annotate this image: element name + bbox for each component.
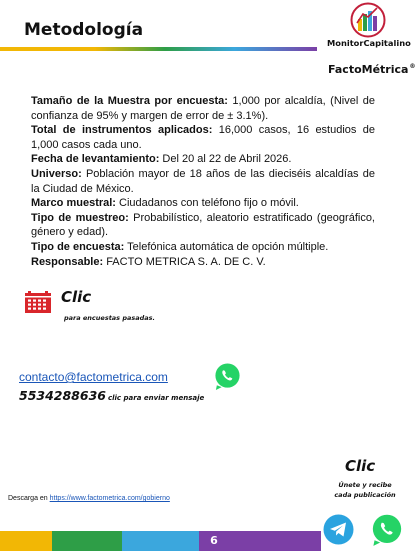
footer-bar-yellow	[0, 531, 52, 551]
detail-survey-type: Tipo de encuesta: Telefónica automática de opción múltiple.	[31, 240, 329, 253]
header-divider	[0, 47, 317, 51]
registered-mark: ®	[409, 63, 415, 71]
telegram-icon[interactable]	[323, 514, 354, 545]
detail-field-dates: Fecha de levantamiento: Del 20 al 22 de Abril 2026.	[31, 153, 292, 166]
past-surveys-link[interactable]: Clic	[61, 288, 92, 306]
detail-responsible: Responsable: FACTO METRICA S. A. DE C. V.	[31, 255, 266, 268]
calendar-icon[interactable]	[25, 291, 51, 313]
detail-total-instruments: Total de instrumentos aplicados: 16,000 casos, 16 estudios de 1,000 casos cada uno.	[31, 124, 375, 151]
methodology-details	[31, 94, 375, 269]
footer-bar-blue	[122, 531, 199, 551]
join-caption-line2: cada publicación	[334, 491, 396, 499]
phone-note: clic para enviar mensaje	[107, 394, 205, 402]
past-surveys-caption: para encuestas pasadas.	[64, 314, 155, 322]
download-link[interactable]: https://www.factometrica.com/gobierno	[49, 495, 170, 502]
whatsapp-icon[interactable]	[370, 513, 404, 547]
monitorcapitalino-logo	[327, 2, 409, 50]
join-caption-line1: Únete y recibe	[338, 481, 392, 489]
whatsapp-icon[interactable]	[213, 362, 242, 391]
phone-row	[19, 387, 204, 405]
footer-color-bar	[0, 531, 321, 551]
join-caption	[324, 480, 406, 500]
page-title: Metodología	[24, 20, 144, 40]
download-prefix: Descarga en	[8, 495, 50, 502]
detail-sample-frame: Marco muestral: Ciudadanos con teléfono fijo o móvil.	[31, 197, 299, 210]
join-channel-link[interactable]: Clic	[345, 457, 376, 475]
detail-universe: Universo: Población mayor de 18 años de las dieciséis alcaldías de la Ciudad de México.	[31, 167, 375, 195]
phone-number-link[interactable]: 5534288636	[19, 388, 106, 403]
monitorcapitalino-logo-mark	[350, 2, 386, 38]
footer-bar-green	[52, 531, 122, 551]
contact-email-link[interactable]: contacto@factometrica.com	[19, 370, 168, 384]
factometrica-logo	[328, 63, 415, 76]
factometrica-logo-text: FactoMétrica	[328, 63, 409, 76]
monitorcapitalino-logo-text: MonitorCapitalino	[327, 38, 411, 48]
detail-sampling-type: Tipo de muestreo: Probabilístico, aleatorio estratificado (geográfico, género y edad).	[31, 211, 375, 239]
download-line	[8, 495, 170, 502]
page-number: 6	[210, 534, 218, 547]
detail-sample-size: Tamaño de la Muestra por encuesta: 1,000 por alcaldía, (Nivel de confianza de 95% y margen de error de ± 3.1%).	[31, 95, 375, 122]
